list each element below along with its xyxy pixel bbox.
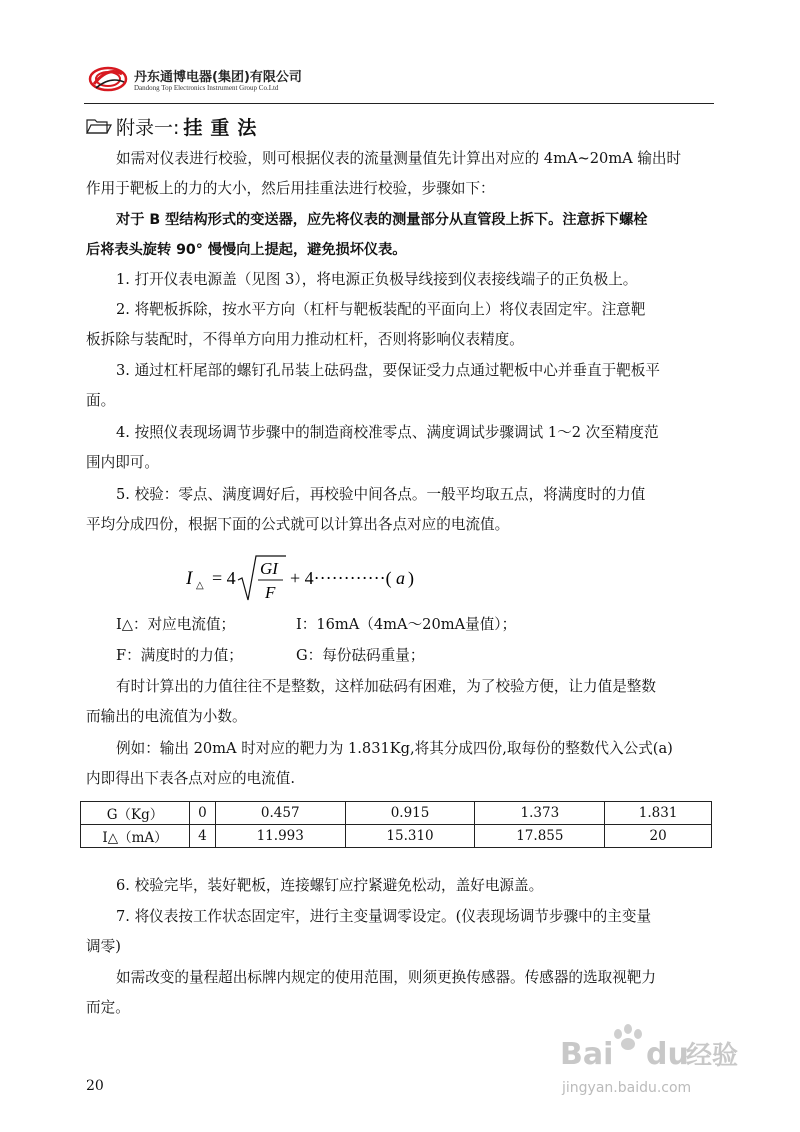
watermark-url: jingyan.baidu.com	[562, 1080, 692, 1096]
table-cell: 1.373	[475, 802, 605, 825]
formula-lhs: I	[186, 568, 193, 589]
calibration-table	[80, 801, 712, 848]
table-cell: 4	[190, 825, 216, 848]
def-f: F：满度时的力值；	[116, 647, 243, 664]
table-cell: 1.831	[605, 802, 712, 825]
watermark-brand: Bai	[560, 1037, 614, 1072]
baidu-watermark	[556, 1012, 756, 1102]
step-4-line-2: 围内即可。	[86, 454, 159, 471]
step-5-line-1: 5. 校验：零点、满度调好后，再校验中间各点。一般平均取五点，将满度时的力值	[116, 486, 646, 503]
table-cell: I△（mA）	[81, 825, 190, 848]
formula-numerator: GI	[260, 559, 278, 578]
table-cell: 20	[605, 825, 712, 848]
final-line-2: 而定。	[86, 999, 130, 1016]
final-line-1: 如需改变的量程超出标牌内规定的使用范围，则须更换传感器。传感器的选取视靶力	[116, 969, 656, 986]
watermark-brand-cn: 经验	[686, 1041, 739, 1071]
formula-tail: + 4············(	[290, 568, 392, 588]
folder-icon	[86, 117, 112, 135]
company-logo	[88, 62, 128, 96]
paw-icon	[614, 1024, 642, 1050]
note-line-2: 而输出的电流值为小数。	[86, 708, 247, 725]
table-row	[81, 825, 712, 848]
table-cell: 0.915	[345, 802, 475, 825]
table-cell: 0	[190, 802, 216, 825]
formula-lhs-sub: △	[196, 580, 204, 591]
header-divider	[84, 103, 714, 104]
step-7-line-2: 调零)	[86, 938, 121, 955]
warning-line-2: 后将表头旋转 90° 慢慢向上提起，避免损坏仪表。	[86, 242, 407, 258]
warning-line-1: 对于 B 型结构形式的变送器，应先将仪表的测量部分从直管段上拆下。注意拆下螺栓	[116, 212, 648, 228]
section-prefix: 附录一:	[116, 116, 180, 139]
formula-close-paren: )	[408, 568, 414, 588]
formula-eq: = 4	[212, 568, 236, 588]
step-3-line-2: 面。	[86, 392, 116, 409]
table-cell: G（Kg）	[81, 802, 190, 825]
table-cell: 0.457	[215, 802, 345, 825]
intro-line-1: 如需对仪表进行校验，则可根据仪表的流量测量值先计算出对应的 4mA~20mA 输出时	[116, 150, 682, 167]
def-i-delta: I△：对应电流值；	[116, 616, 236, 633]
table-cell: 17.855	[475, 825, 605, 848]
formula-label: a	[396, 568, 405, 588]
company-name-en: Dandong Top Electronics Instrument Group Co.Ltd	[134, 84, 279, 92]
watermark-brand-2: du	[646, 1037, 689, 1072]
company-name-cn: 丹东通博电器(集团)有限公司	[134, 70, 302, 85]
table-row	[81, 802, 712, 825]
example-line-2: 内即得出下表各点对应的电流值.	[86, 770, 295, 787]
step-3-line-1: 3. 通过杠杆尾部的螺钉孔吊装上砝码盘，要保证受力点通过靶板中心并垂直于靶板平	[116, 362, 660, 379]
table-cell: 15.310	[345, 825, 475, 848]
step-7-line-1: 7. 将仪表按工作状态固定牢，进行主变量调零设定。(仪表现场调节步骤中的主变量	[116, 908, 652, 925]
step-4-line-1: 4. 按照仪表现场调节步骤中的制造商校准零点、满度调试步骤调试 1～2 次至精度范	[116, 424, 659, 441]
table-cell: 11.993	[215, 825, 345, 848]
step-2-line-1: 2. 将靶板拆除，按水平方向（杠杆与靶板装配的平面向上）将仪表固定牢。注意靶	[116, 301, 646, 318]
example-line-1: 例如：输出 20mA 时对应的靶力为 1.831Kg,将其分成四份,取每份的整数代入公式(a)	[116, 740, 673, 757]
def-g: G：每份砝码重量；	[296, 647, 425, 664]
step-5-line-2: 平均分成四份，根据下面的公式就可以计算出各点对应的电流值。	[86, 516, 510, 533]
section-heading	[86, 114, 264, 138]
formula-denominator: F	[265, 583, 276, 602]
def-i: I：16mA（4mA～20mA量值）；	[296, 616, 517, 633]
page-number: 20	[86, 1078, 104, 1094]
intro-line-2: 作用于靶板上的力的大小，然后用挂重法进行校验，步骤如下：	[86, 180, 495, 197]
step-1: 1. 打开仪表电源盖（见图 3），将电源正负极导线接到仪表接线端子的正负极上。	[116, 271, 638, 288]
section-title: 挂重法	[183, 116, 265, 139]
step-2-line-2: 板拆除与装配时，不得单方向用力推动杠杆，否则将影响仪表精度。	[86, 331, 524, 348]
step-6: 6. 校验完毕，装好靶板，连接螺钉应拧紧避免松动，盖好电源盖。	[116, 877, 544, 894]
note-line-1: 有时计算出的力值往往不是整数，这样加砝码有困难，为了校验方便，让力值是整数	[116, 678, 656, 695]
formula-a	[186, 550, 446, 608]
